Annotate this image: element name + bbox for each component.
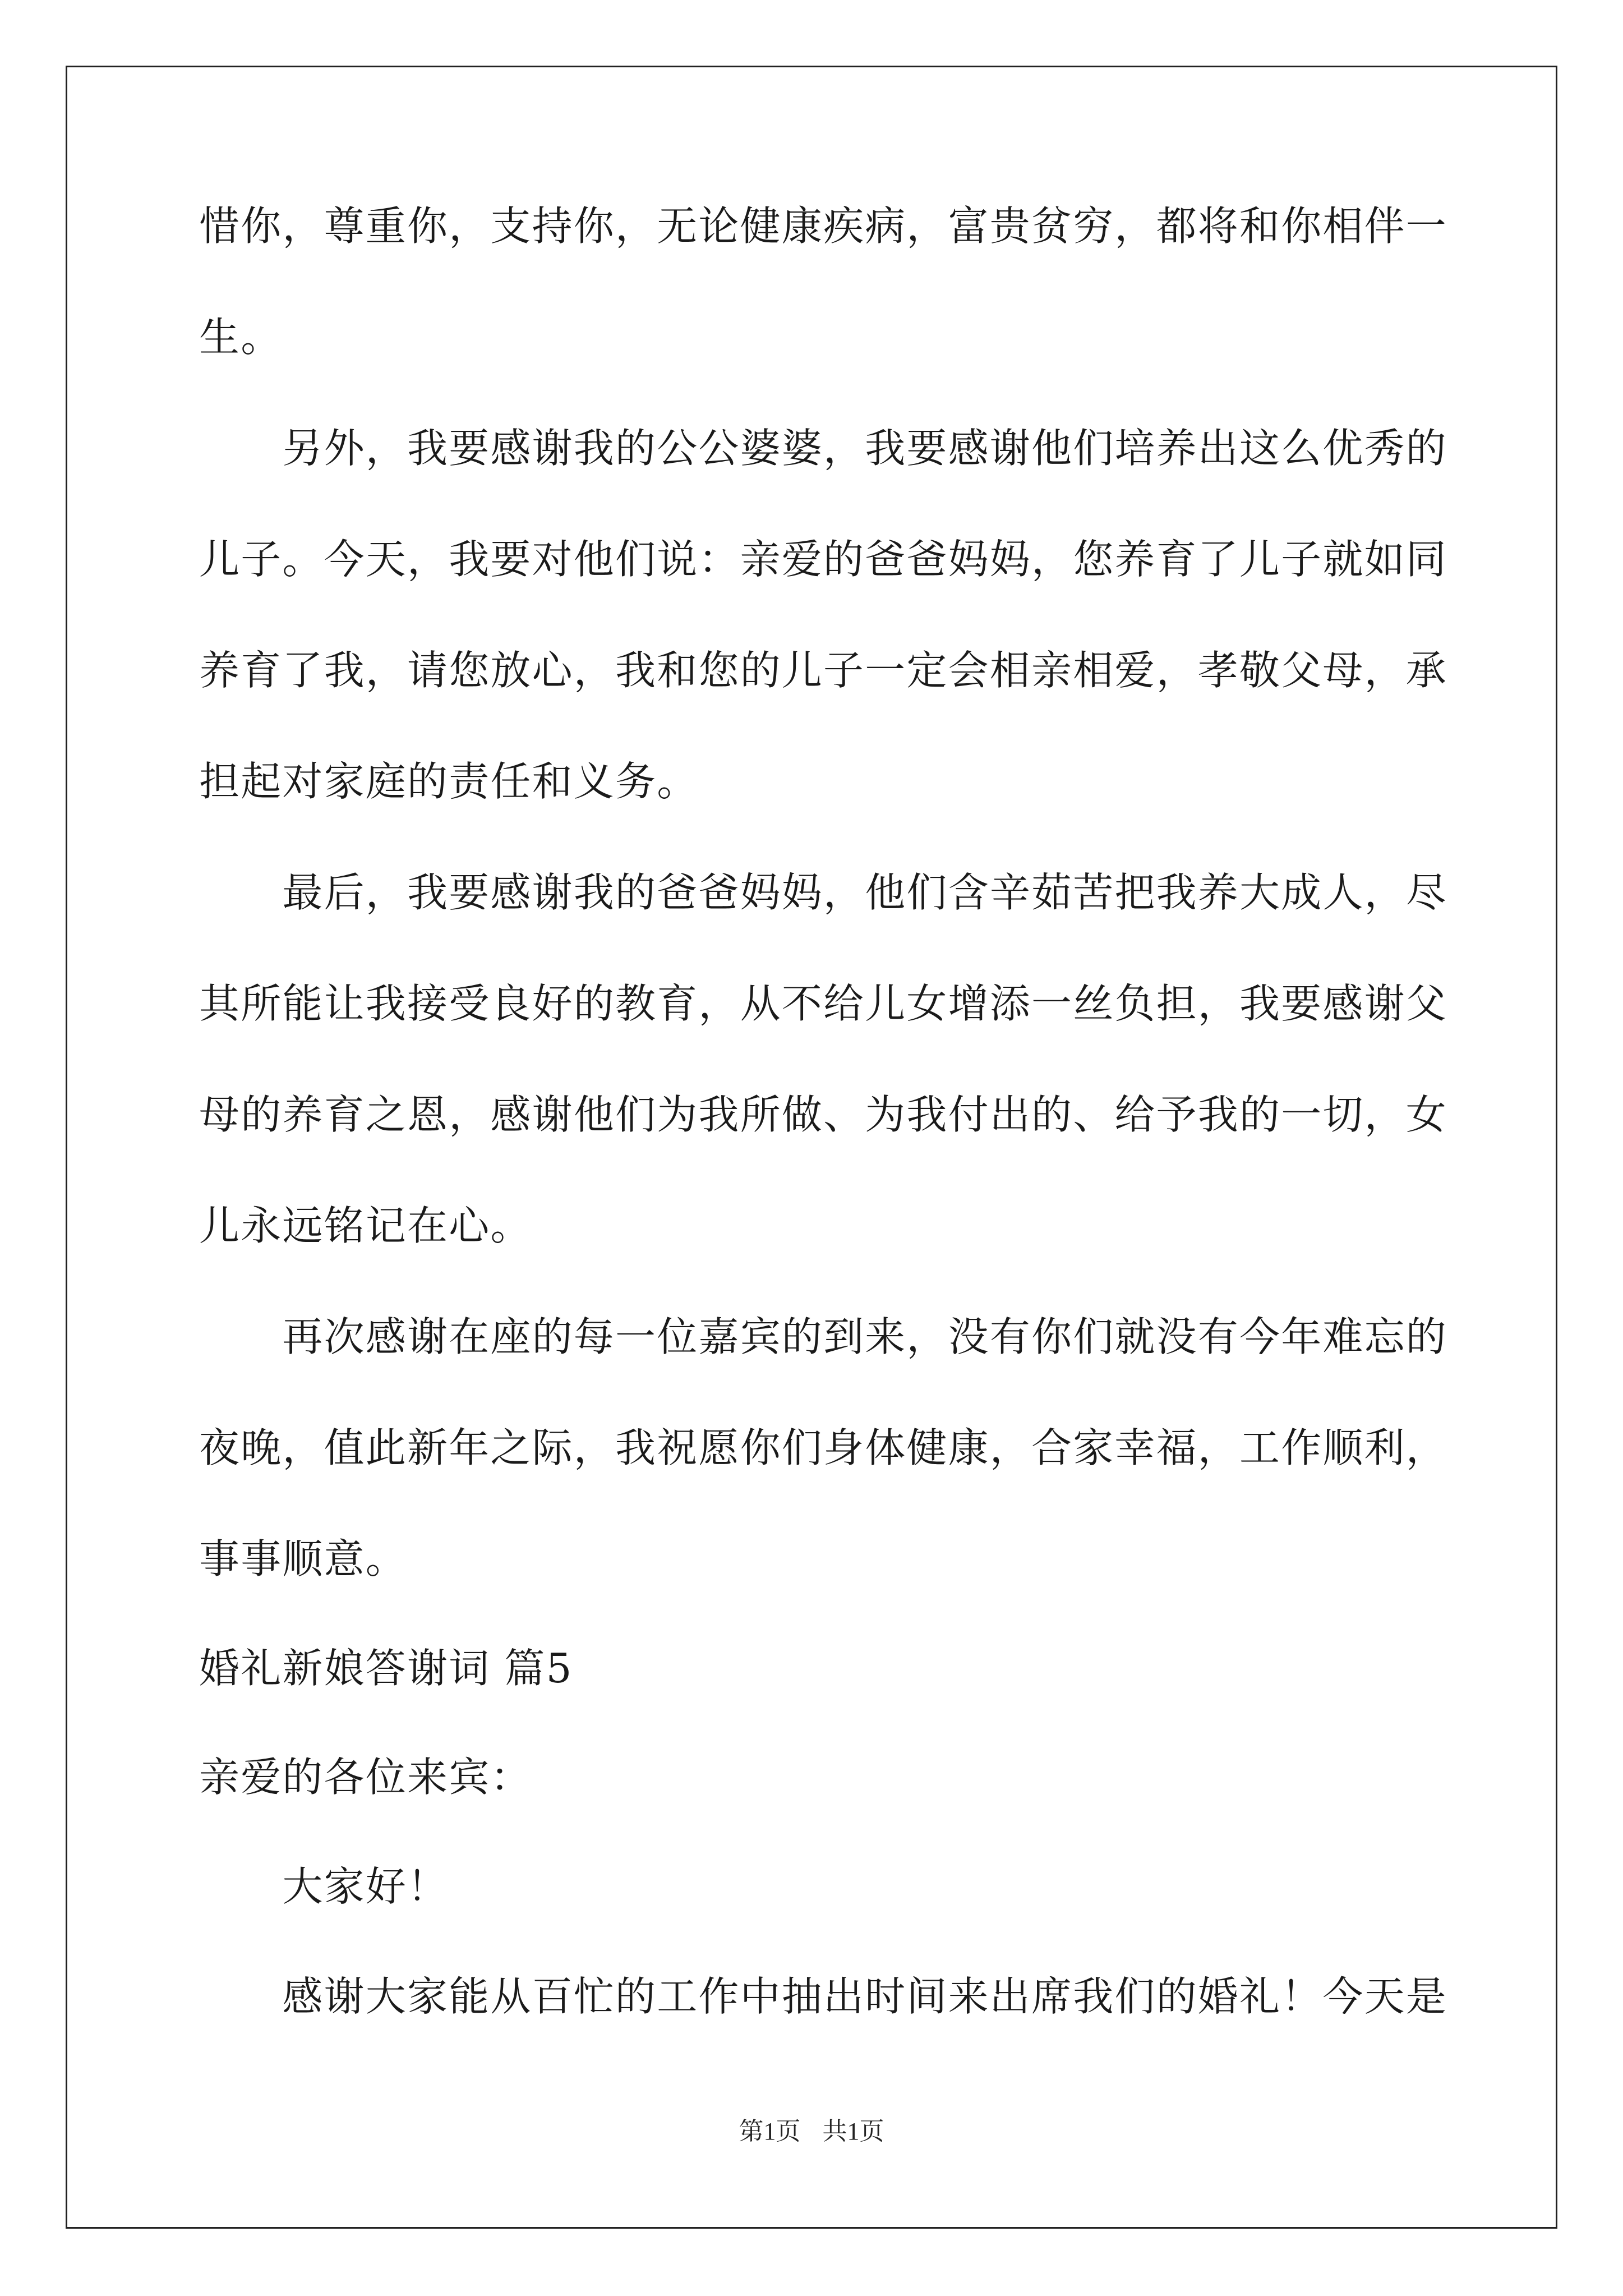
text-line: 另外，我要感谢我的公公婆婆，我要感谢他们培养出这么优秀的 [199, 425, 1448, 472]
text-line: 事事顺意。 [199, 1535, 408, 1582]
text-line: 惜你，尊重你，支持你，无论健康疾病，富贵贫穷，都将和你相伴一 [199, 203, 1448, 250]
text-line: 儿永远铭记在心。 [199, 1202, 532, 1249]
text-line: 担起对家庭的责任和义务。 [199, 758, 699, 805]
text-line: 母的养育之恩，感谢他们为我所做、为我付出的、给予我的一切，女 [199, 1091, 1448, 1138]
text-line: 最后，我要感谢我的爸爸妈妈，他们含辛茹苦把我养大成人，尽 [199, 869, 1448, 916]
text-line: 夜晚，值此新年之际，我祝愿你们身体健康，合家幸福，工作顺利， [199, 1424, 1448, 1471]
text-line: 生。 [199, 314, 283, 361]
text-line: 养育了我，请您放心，我和您的儿子一定会相亲相爱，孝敬父母，承 [199, 647, 1448, 694]
text-line: 儿子。今天，我要对他们说：亲爱的爸爸妈妈，您养育了儿子就如同 [199, 536, 1448, 583]
page-footer [0, 2115, 1623, 2148]
section-heading: 婚礼新娘答谢词 篇5 [199, 1645, 573, 1692]
text-line: 再次感谢在座的每一位嘉宾的到来，没有你们就没有今年难忘的 [199, 1313, 1448, 1360]
page-number-current: 第1页 [739, 2118, 801, 2145]
salutation: 亲爱的各位来宾： [199, 1754, 532, 1801]
text-line: 其所能让我接受良好的教育，从不给儿女增添一丝负担，我要感谢父 [199, 980, 1448, 1027]
text-line: 感谢大家能从百忙的工作中抽出时间来出席我们的婚礼！今天是 [199, 1973, 1448, 2020]
page-number-total: 共1页 [822, 2118, 884, 2145]
greeting: 大家好！ [199, 1863, 449, 1910]
